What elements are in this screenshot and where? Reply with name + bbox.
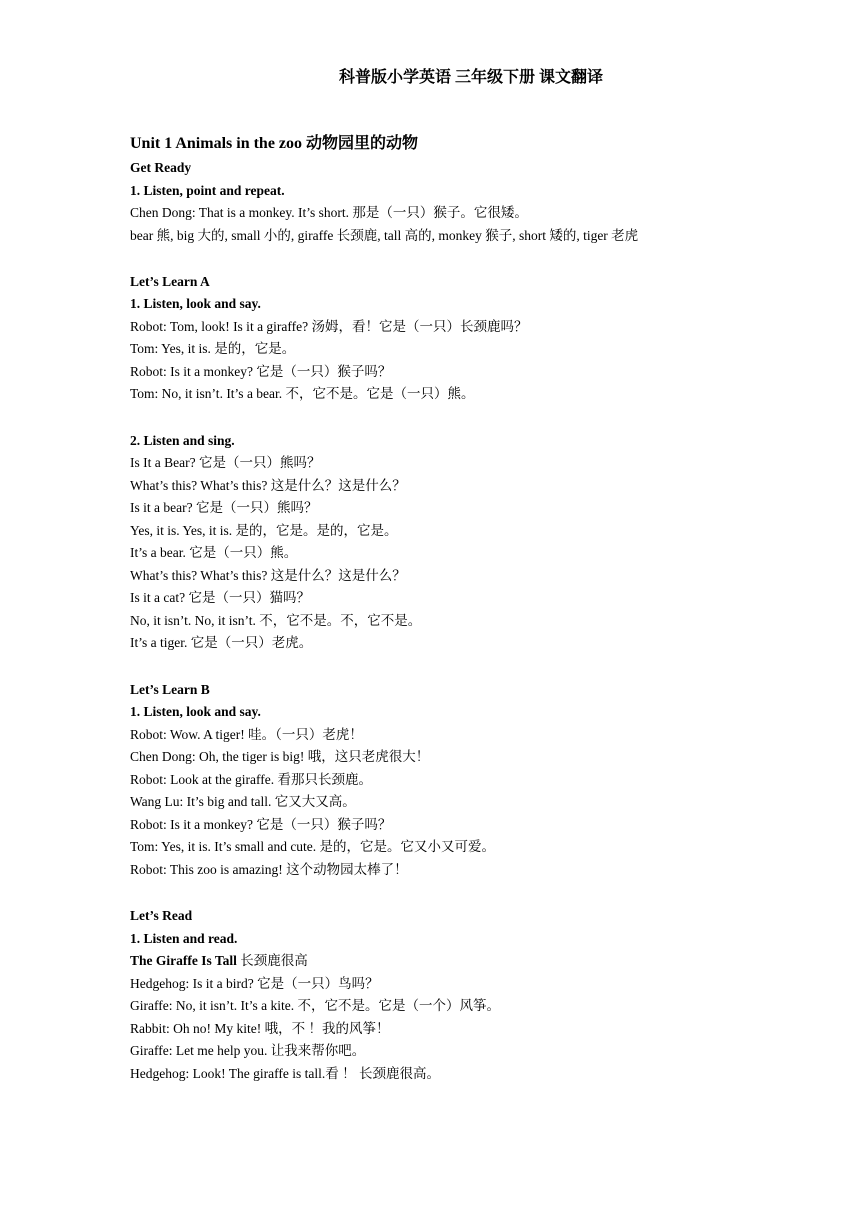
- dialogue-line: Robot: Is it a monkey? 它是（一只）猴子吗？: [130, 816, 392, 832]
- song-line: It’s a bear. 它是（一只）熊。: [130, 545, 298, 560]
- dialogue-line: Rabbit: Oh no! My kite! 哦，不 ！我的风筝！: [130, 1020, 390, 1036]
- dialogue-line: Robot: This zoo is amazing! 这个动物园太棒了！: [130, 861, 408, 877]
- dialogue-line: Chen Dong: Oh, the tiger is big! 哦，这只老虎很大！: [130, 749, 430, 764]
- exercise-title: 1. Listen and read.: [130, 930, 238, 946]
- song-line: It’s a tiger. 它是（一只）老虎。: [130, 635, 313, 650]
- unit-title: Unit 1 Animals in the zoo 动物园里的动物: [130, 135, 419, 152]
- song-line: Yes, it is. Yes, it is. 是的，它是。是的，它是。: [130, 522, 398, 538]
- dialogue-line: Robot: Wow. A tiger! 哇。（一只）老虎！: [130, 726, 363, 742]
- song-line: Is it a bear? 它是（一只）熊吗？: [130, 500, 318, 515]
- song-line: Is It a Bear? 它是（一只）熊吗？: [130, 455, 321, 470]
- document-body: [130, 133, 730, 1085]
- exercise-title: 1. Listen, look and say.: [130, 704, 261, 719]
- vocabulary-list: bear 熊, big 大的, small 小的, giraffe 长颈鹿, tall 高的, monkey 猴子, short 矮的, tiger 老虎: [130, 227, 639, 243]
- song-line: Is it a cat? 它是（一只）猫吗？: [130, 590, 310, 605]
- section-lets-read: [130, 905, 730, 1085]
- section-title: Let’s Learn A: [130, 273, 210, 289]
- dialogue-line: Giraffe: No, it isn’t. It’s a kite. 不，它不是。它是（一个）风筝。: [130, 998, 500, 1013]
- exercise-title: 2. Listen and sing.: [130, 432, 235, 448]
- section-title: Let’s Learn B: [130, 681, 210, 697]
- dialogue-line: Chen Dong: That is a monkey. It’s short. 那是（一只）猴子。它很矮。: [130, 205, 528, 220]
- story-title: [130, 950, 730, 973]
- dialogue-line: Robot: Look at the giraffe. 看那只长颈鹿。: [130, 771, 372, 787]
- section-lets-learn-a: [130, 271, 730, 655]
- dialogue-line: Tom: No, it isn’t. It’s a bear. 不，它不是。它是（一只）熊。: [130, 386, 475, 401]
- song-line: What’s this? What’s this? 这是什么？这是什么？: [130, 567, 406, 583]
- dialogue-line: Robot: Is it a monkey? 它是（一只）猴子吗？: [130, 363, 392, 379]
- exercise-title: 1. Listen, point and repeat.: [130, 182, 285, 198]
- dialogue-line: Robot: Tom, look! Is it a giraffe? 汤姆，看！它是（一只）长颈鹿吗？: [130, 318, 528, 334]
- dialogue-line: Tom: Yes, it is. It’s small and cute. 是的，它是。它又小又可爱。: [130, 839, 496, 854]
- section-get-ready: [130, 157, 730, 247]
- dialogue-line: Hedgehog: Look! The giraffe is tall.看 ！ 长颈鹿很高。: [130, 1065, 440, 1081]
- section-title: Get Ready: [130, 160, 192, 175]
- dialogue-line: Tom: Yes, it is. 是的，它是。: [130, 341, 296, 356]
- dialogue-line: Hedgehog: Is it a bird? 它是（一只）鸟吗？: [130, 975, 379, 991]
- exercise-title: 1. Listen, look and say.: [130, 296, 261, 311]
- dialogue-line: Wang Lu: It’s big and tall. 它又大又高。: [130, 794, 356, 809]
- section-title: Let’s Read: [130, 908, 193, 923]
- song-line: What’s this? What’s this? 这是什么？这是什么？: [130, 477, 406, 493]
- story-title-english: The Giraffe Is Tall: [130, 953, 237, 968]
- document-title: 科普版小学英语 三年级下册 课文翻译: [339, 69, 604, 86]
- section-lets-learn-b: [130, 679, 730, 882]
- dialogue-line: Giraffe: Let me help you. 让我来帮你吧。: [130, 1043, 366, 1058]
- song-line: No, it isn’t. No, it isn’t. 不，它不是。不，它不是。: [130, 612, 422, 628]
- story-title-chinese: 长颈鹿很高: [236, 953, 308, 968]
